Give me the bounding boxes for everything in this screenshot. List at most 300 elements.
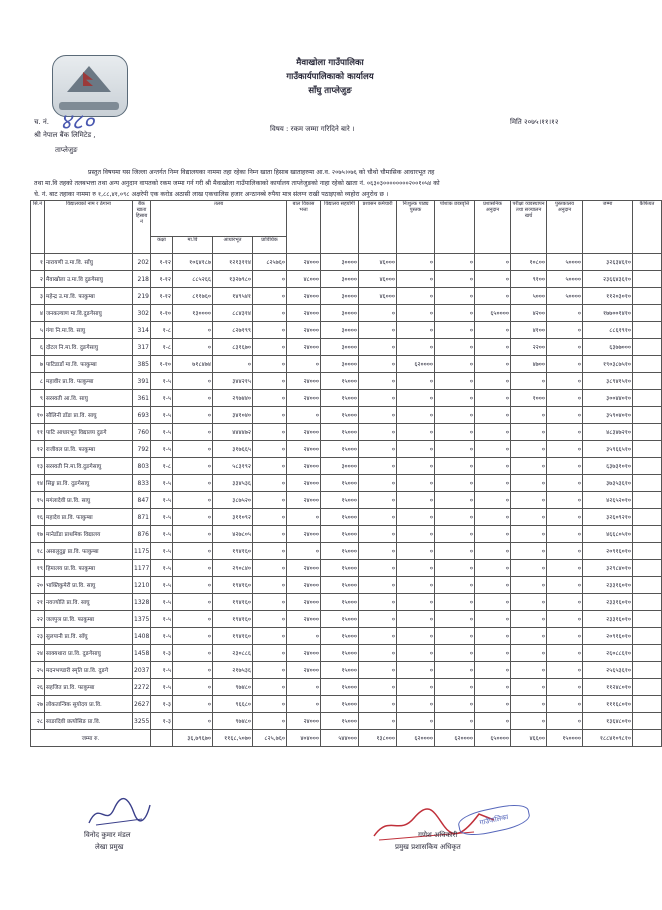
table-row bbox=[31, 390, 662, 407]
row-c5: १५००० bbox=[321, 390, 359, 407]
row-c5: १५००० bbox=[321, 594, 359, 611]
row-total: ११२०३०१० bbox=[583, 288, 633, 305]
row-c8: ० bbox=[435, 526, 475, 543]
row-cls: १-५ bbox=[151, 560, 173, 577]
row-c7: ० bbox=[397, 662, 435, 679]
header-bank-account: बैंक खाता हिसाब नं bbox=[133, 201, 151, 254]
row-total: २०९१६०१० bbox=[583, 628, 633, 645]
row-sn: २८ bbox=[31, 713, 45, 730]
row-c6: ० bbox=[359, 305, 397, 322]
row-account: 1177 bbox=[133, 560, 151, 577]
row-c7: ० bbox=[397, 441, 435, 458]
row-total: २०९१६०१० bbox=[583, 543, 633, 560]
table-row bbox=[31, 492, 662, 509]
row-c6: ० bbox=[359, 356, 397, 373]
row-remarks bbox=[633, 407, 662, 424]
row-c10: ० bbox=[511, 492, 547, 509]
row-c2: ९७४८० bbox=[213, 713, 253, 730]
row-c3: ० bbox=[253, 288, 287, 305]
row-c6: ० bbox=[359, 407, 397, 424]
row-remarks bbox=[633, 458, 662, 475]
row-cls: १-१० bbox=[151, 305, 173, 322]
row-c11: ० bbox=[547, 458, 583, 475]
row-c6: ० bbox=[359, 696, 397, 713]
row-remarks bbox=[633, 492, 662, 509]
row-c2: ३४४२१५ bbox=[213, 373, 253, 390]
row-c8: ० bbox=[435, 390, 475, 407]
row-remarks bbox=[633, 713, 662, 730]
row-c8: ० bbox=[435, 594, 475, 611]
header-name: विद्यालयको नाम र ठेगाना bbox=[45, 201, 133, 254]
row-total: १११६८०१० bbox=[583, 696, 633, 713]
row-c6: ० bbox=[359, 679, 397, 696]
row-c4: २४००० bbox=[287, 441, 321, 458]
row-c4: २४००० bbox=[287, 492, 321, 509]
row-sn: १४ bbox=[31, 475, 45, 492]
row-c1: ० bbox=[173, 679, 213, 696]
row-c8: ० bbox=[435, 475, 475, 492]
row-c2: २१७५३६ bbox=[213, 662, 253, 679]
row-c11: ० bbox=[547, 560, 583, 577]
row-c3: ० bbox=[253, 356, 287, 373]
row-c11: ० bbox=[547, 662, 583, 679]
row-c3: ० bbox=[253, 492, 287, 509]
row-c9: ० bbox=[475, 594, 511, 611]
table-row bbox=[31, 271, 662, 288]
row-c9: ० bbox=[475, 577, 511, 594]
row-c9: ६५०००० bbox=[475, 305, 511, 322]
row-c10: १००० bbox=[511, 390, 547, 407]
row-c3: ० bbox=[253, 441, 287, 458]
row-total: ३५९६६५१० bbox=[583, 441, 633, 458]
row-account: 391 bbox=[133, 373, 151, 390]
header-textbook: निःशुल्क पाठ्य पुस्तक bbox=[397, 201, 435, 254]
row-c1: ० bbox=[173, 526, 213, 543]
row-c5: १५००० bbox=[321, 679, 359, 696]
row-c5: १५००० bbox=[321, 713, 359, 730]
row-remarks bbox=[633, 373, 662, 390]
row-c3: ० bbox=[253, 696, 287, 713]
row-school-name: लोकतान्त्रिक सुयोदय प्रा.वि. bbox=[45, 696, 133, 713]
totals-c7: ६२०००० bbox=[397, 730, 435, 747]
row-c6: ० bbox=[359, 475, 397, 492]
row-c2: ३८७५२० bbox=[213, 492, 253, 509]
row-c3: ० bbox=[253, 322, 287, 339]
row-c7: ० bbox=[397, 509, 435, 526]
row-cls: १-५ bbox=[151, 475, 173, 492]
row-total: ३००४४०१० bbox=[583, 390, 633, 407]
row-c2: १४९५४१ bbox=[213, 288, 253, 305]
row-c11: ० bbox=[547, 373, 583, 390]
row-c2: १२१३११४ bbox=[213, 254, 253, 271]
table-row bbox=[31, 560, 662, 577]
row-c7: ० bbox=[397, 560, 435, 577]
row-c6: ० bbox=[359, 543, 397, 560]
row-cls: १-५ bbox=[151, 424, 173, 441]
row-c3: ० bbox=[253, 458, 287, 475]
row-c7: ० bbox=[397, 628, 435, 645]
row-total: २३६६४३६१० bbox=[583, 271, 633, 288]
row-c5: ३०००० bbox=[321, 288, 359, 305]
row-c3: ० bbox=[253, 424, 287, 441]
row-c4: ० bbox=[287, 509, 321, 526]
row-c6: ४६००० bbox=[359, 271, 397, 288]
row-account: 218 bbox=[133, 271, 151, 288]
row-school-name: सरस्वती आ.वि. साघु bbox=[45, 390, 133, 407]
row-c1: ० bbox=[173, 509, 213, 526]
table-row bbox=[31, 407, 662, 424]
row-c1: ० bbox=[173, 628, 213, 645]
row-c8: ० bbox=[435, 254, 475, 271]
row-cls: १-३ bbox=[151, 713, 173, 730]
row-c7: ० bbox=[397, 696, 435, 713]
row-c11: ५०००० bbox=[547, 288, 583, 305]
row-c7: ० bbox=[397, 407, 435, 424]
row-c8: ० bbox=[435, 407, 475, 424]
row-c6: ० bbox=[359, 458, 397, 475]
header-sn: सि.नं bbox=[31, 201, 45, 254]
table-row bbox=[31, 254, 662, 271]
row-school-name: सहजित प्रा.वि. फाकुम्बा bbox=[45, 679, 133, 696]
row-c4: २४००० bbox=[287, 475, 321, 492]
row-total: ३८९४१५१० bbox=[583, 373, 633, 390]
row-c7: ० bbox=[397, 322, 435, 339]
row-c11: ० bbox=[547, 441, 583, 458]
row-school-name: जनकल्याण मा.वि.दुङगेसाघु bbox=[45, 305, 133, 322]
row-remarks bbox=[633, 509, 662, 526]
row-c9: ० bbox=[475, 356, 511, 373]
row-cls: १-५ bbox=[151, 662, 173, 679]
row-c4: २४००० bbox=[287, 713, 321, 730]
row-c11: ० bbox=[547, 543, 583, 560]
row-cls: १-५ bbox=[151, 407, 173, 424]
row-total: ३२९८४०१० bbox=[583, 560, 633, 577]
row-c1: ० bbox=[173, 441, 213, 458]
header-mavi: मा.वि bbox=[173, 237, 213, 254]
row-c2: ३१७६६५ bbox=[213, 441, 253, 458]
totals-c1: ३६,७९६७० bbox=[173, 730, 213, 747]
header-technical: प्राविधिक bbox=[253, 237, 287, 254]
row-c1: ० bbox=[173, 492, 213, 509]
row-c8: ० bbox=[435, 628, 475, 645]
row-c9: ० bbox=[475, 339, 511, 356]
row-c10: ५००० bbox=[511, 288, 547, 305]
row-c1: ० bbox=[173, 339, 213, 356]
row-cls: १-८ bbox=[151, 322, 173, 339]
row-c9: ० bbox=[475, 458, 511, 475]
row-c10: ० bbox=[511, 424, 547, 441]
row-c6: ० bbox=[359, 560, 397, 577]
row-c10: ० bbox=[511, 611, 547, 628]
row-c4: २४००० bbox=[287, 322, 321, 339]
row-cls: १-५ bbox=[151, 679, 173, 696]
row-c10: ० bbox=[511, 475, 547, 492]
left-signature bbox=[84, 795, 154, 830]
row-c5: १५००० bbox=[321, 509, 359, 526]
row-sn: २५ bbox=[31, 662, 45, 679]
header-support-staff: विद्यालय सहयोगी bbox=[321, 201, 359, 254]
row-c5: १५००० bbox=[321, 560, 359, 577]
row-c11: ० bbox=[547, 679, 583, 696]
row-c2: ४२७८०५ bbox=[213, 526, 253, 543]
row-sn: ९ bbox=[31, 390, 45, 407]
row-account: 3255 bbox=[133, 713, 151, 730]
row-c6: ० bbox=[359, 390, 397, 407]
row-total: १९०३८७५१० bbox=[583, 356, 633, 373]
row-c8: ० bbox=[435, 543, 475, 560]
row-sn: १० bbox=[31, 407, 45, 424]
row-remarks bbox=[633, 628, 662, 645]
row-c4: २४००० bbox=[287, 305, 321, 322]
row-cls: १-३ bbox=[151, 696, 173, 713]
row-c7: ० bbox=[397, 526, 435, 543]
row-total: ३५९०४०१० bbox=[583, 407, 633, 424]
row-account: 847 bbox=[133, 492, 151, 509]
table-row bbox=[31, 713, 662, 730]
row-c1: ० bbox=[173, 611, 213, 628]
row-cls: १-५ bbox=[151, 526, 173, 543]
row-c1: ० bbox=[173, 662, 213, 679]
row-account: 1328 bbox=[133, 594, 151, 611]
totals-row bbox=[31, 730, 662, 747]
row-c2: २३०८८६ bbox=[213, 645, 253, 662]
row-c11: ० bbox=[547, 628, 583, 645]
row-account: 314 bbox=[133, 322, 151, 339]
row-c3: ० bbox=[253, 475, 287, 492]
row-remarks bbox=[633, 594, 662, 611]
row-c5: ३०००० bbox=[321, 356, 359, 373]
row-sn: ४ bbox=[31, 305, 45, 322]
table-row bbox=[31, 509, 662, 526]
row-total: ४२६५२०१० bbox=[583, 492, 633, 509]
row-c5: १५००० bbox=[321, 373, 359, 390]
row-school-name: पाटि आधारभूत विद्यालय दुङगे bbox=[45, 424, 133, 441]
row-c10: ० bbox=[511, 713, 547, 730]
row-c1: ० bbox=[173, 407, 213, 424]
row-c4: २४००० bbox=[287, 577, 321, 594]
row-c3: ० bbox=[253, 611, 287, 628]
row-remarks bbox=[633, 577, 662, 594]
row-school-name: गंगा नि.मा.वि. साघु bbox=[45, 322, 133, 339]
row-c11: ० bbox=[547, 356, 583, 373]
row-c10: ० bbox=[511, 441, 547, 458]
row-sn: २१ bbox=[31, 594, 45, 611]
row-c7: ० bbox=[397, 645, 435, 662]
row-c2: ८८४३१४ bbox=[213, 305, 253, 322]
row-school-name: सौलिनी डाँडा प्रा.वि. साघु bbox=[45, 407, 133, 424]
row-c11: ० bbox=[547, 475, 583, 492]
row-school-name: मगंलादेवी प्रा.वि. साघु bbox=[45, 492, 133, 509]
addressee-location: ताप्लेजुङ bbox=[55, 146, 78, 154]
row-c4: २४००० bbox=[287, 645, 321, 662]
row-school-name: महावीर प्रा.वि. फाकुम्बा bbox=[45, 373, 133, 390]
table-row bbox=[31, 305, 662, 322]
row-c4: ० bbox=[287, 679, 321, 696]
row-c1: ० bbox=[173, 424, 213, 441]
row-remarks bbox=[633, 288, 662, 305]
row-c5: १५००० bbox=[321, 441, 359, 458]
row-c10: ० bbox=[511, 373, 547, 390]
reference-number: ४८० bbox=[60, 110, 95, 135]
row-account: 2272 bbox=[133, 679, 151, 696]
row-account: 1375 bbox=[133, 611, 151, 628]
row-c9: ० bbox=[475, 679, 511, 696]
row-cls: १-८ bbox=[151, 339, 173, 356]
row-c5: ३०००० bbox=[321, 254, 359, 271]
row-c1: ० bbox=[173, 645, 213, 662]
row-cls: १-३ bbox=[151, 645, 173, 662]
header-admin-grant: प्रशासनिक अनुदान bbox=[475, 201, 511, 254]
row-sn: २६ bbox=[31, 679, 45, 696]
row-cls: १-५ bbox=[151, 492, 173, 509]
row-c7: ० bbox=[397, 611, 435, 628]
row-c2: १९४१६० bbox=[213, 594, 253, 611]
table-row bbox=[31, 645, 662, 662]
row-account: 1175 bbox=[133, 543, 151, 560]
row-c11: ० bbox=[547, 424, 583, 441]
row-c1: ७१८४७४ bbox=[173, 356, 213, 373]
row-c2: ४४४४७२ bbox=[213, 424, 253, 441]
row-c3: ० bbox=[253, 713, 287, 730]
row-c9: ० bbox=[475, 628, 511, 645]
row-sn: २३ bbox=[31, 628, 45, 645]
row-c2: १९४१६० bbox=[213, 611, 253, 628]
row-cls: १-१२ bbox=[151, 271, 173, 288]
row-c11: ० bbox=[547, 492, 583, 509]
table-row bbox=[31, 441, 662, 458]
row-remarks bbox=[633, 271, 662, 288]
row-school-name: मानेडाँडा प्राथमिक विद्यालय bbox=[45, 526, 133, 543]
row-total: १३६४८०१० bbox=[583, 713, 633, 730]
header-ecd: बाल विकास भत्ता bbox=[287, 201, 321, 254]
row-total: ४६६८०५१० bbox=[583, 526, 633, 543]
table-row bbox=[31, 696, 662, 713]
row-school-name: दोटल नि.मा.वि. दुङगेसाघु bbox=[45, 339, 133, 356]
row-c2: ० bbox=[213, 356, 253, 373]
row-c8: ० bbox=[435, 373, 475, 390]
row-cls: १-१२ bbox=[151, 288, 173, 305]
row-c10: १०८०० bbox=[511, 254, 547, 271]
row-remarks bbox=[633, 441, 662, 458]
row-c4: २४००० bbox=[287, 526, 321, 543]
totals-c6: १३८००० bbox=[359, 730, 397, 747]
row-c4: ४८००० bbox=[287, 271, 321, 288]
row-c6: ० bbox=[359, 526, 397, 543]
row-total: १७७००१४१० bbox=[583, 305, 633, 322]
row-c8: ० bbox=[435, 441, 475, 458]
row-c3: ० bbox=[253, 662, 287, 679]
row-c3: ० bbox=[253, 509, 287, 526]
office-address: साँघु ताप्लेजुङ bbox=[308, 86, 352, 96]
row-c3: ० bbox=[253, 339, 287, 356]
header-remarks: कैफियत bbox=[633, 201, 662, 254]
row-c10: ० bbox=[511, 628, 547, 645]
row-c8: ० bbox=[435, 458, 475, 475]
header-salary: तलब bbox=[151, 201, 287, 237]
row-c6: ० bbox=[359, 373, 397, 390]
row-c4: ० bbox=[287, 543, 321, 560]
row-c3: ० bbox=[253, 373, 287, 390]
row-c10: ० bbox=[511, 526, 547, 543]
row-school-name: नवज्योति प्रा.वि. साघु bbox=[45, 594, 133, 611]
row-c2: २९०८४० bbox=[213, 560, 253, 577]
row-c4: २४००० bbox=[287, 594, 321, 611]
row-c11: ० bbox=[547, 594, 583, 611]
row-c10: ० bbox=[511, 679, 547, 696]
table-row bbox=[31, 458, 662, 475]
row-c9: ० bbox=[475, 543, 511, 560]
table-row bbox=[31, 339, 662, 356]
row-c8: ० bbox=[435, 696, 475, 713]
row-c8: ० bbox=[435, 271, 475, 288]
table-row bbox=[31, 373, 662, 390]
row-c4: ० bbox=[287, 628, 321, 645]
row-school-name: सिङ्ग प्रा.वि. दुङगेसाघु bbox=[45, 475, 133, 492]
row-account: 219 bbox=[133, 288, 151, 305]
row-cls: १-१० bbox=[151, 356, 173, 373]
row-c8: ० bbox=[435, 560, 475, 577]
row-c6: ० bbox=[359, 611, 397, 628]
left-signatory-title: लेखा प्रमुख bbox=[95, 843, 124, 851]
row-remarks bbox=[633, 662, 662, 679]
table-row bbox=[31, 543, 662, 560]
row-sn: १७ bbox=[31, 526, 45, 543]
row-remarks bbox=[633, 679, 662, 696]
table-row bbox=[31, 356, 662, 373]
body-line-2: तथा मा.वि तहको तलबभत्ता तथा अन्य अनुदान वापतको रकम जम्मा गर्न गरी श्री मैवाखोला गाउँपालिकाको कार्यालय ताप्लेजुङको नाहा रहेको खाता नं. ०६३०३००००००००२००१०५४ को bbox=[34, 180, 440, 187]
row-remarks bbox=[633, 339, 662, 356]
row-sn: २२ bbox=[31, 611, 45, 628]
row-c7: ० bbox=[397, 373, 435, 390]
row-remarks bbox=[633, 390, 662, 407]
row-account: 833 bbox=[133, 475, 151, 492]
row-c8: ० bbox=[435, 662, 475, 679]
row-c7: ० bbox=[397, 254, 435, 271]
row-account: 1210 bbox=[133, 577, 151, 594]
row-total: ११२४८०१० bbox=[583, 679, 633, 696]
row-total: २५६५३६१० bbox=[583, 662, 633, 679]
row-c2: ८२७१९९ bbox=[213, 322, 253, 339]
row-account: 2627 bbox=[133, 696, 151, 713]
row-total: २३३१६०१० bbox=[583, 611, 633, 628]
row-c4: २४००० bbox=[287, 254, 321, 271]
row-account: 2037 bbox=[133, 662, 151, 679]
row-sn: १ bbox=[31, 254, 45, 271]
row-school-name: हिमालय प्रा.वि. फाकुम्बा bbox=[45, 560, 133, 577]
row-account: 385 bbox=[133, 356, 151, 373]
row-c10: ४१०० bbox=[511, 322, 547, 339]
row-c4: २४००० bbox=[287, 288, 321, 305]
totals-c2: ११६८,५०७० bbox=[213, 730, 253, 747]
table-row bbox=[31, 679, 662, 696]
row-c4: २४००० bbox=[287, 373, 321, 390]
row-c1: ८११७६० bbox=[173, 288, 213, 305]
row-c2: १९४१६० bbox=[213, 543, 253, 560]
row-total: ८८६१९१० bbox=[583, 322, 633, 339]
row-remarks bbox=[633, 356, 662, 373]
row-sn: १५ bbox=[31, 492, 45, 509]
row-c1: ० bbox=[173, 594, 213, 611]
row-c10: ० bbox=[511, 594, 547, 611]
row-cls: १-५ bbox=[151, 594, 173, 611]
row-c3: ८२५७६० bbox=[253, 254, 287, 271]
row-c6: ४६००० bbox=[359, 288, 397, 305]
row-remarks bbox=[633, 424, 662, 441]
row-sn: २७ bbox=[31, 696, 45, 713]
table-row bbox=[31, 526, 662, 543]
row-c5: १५००० bbox=[321, 628, 359, 645]
row-c10: ० bbox=[511, 662, 547, 679]
